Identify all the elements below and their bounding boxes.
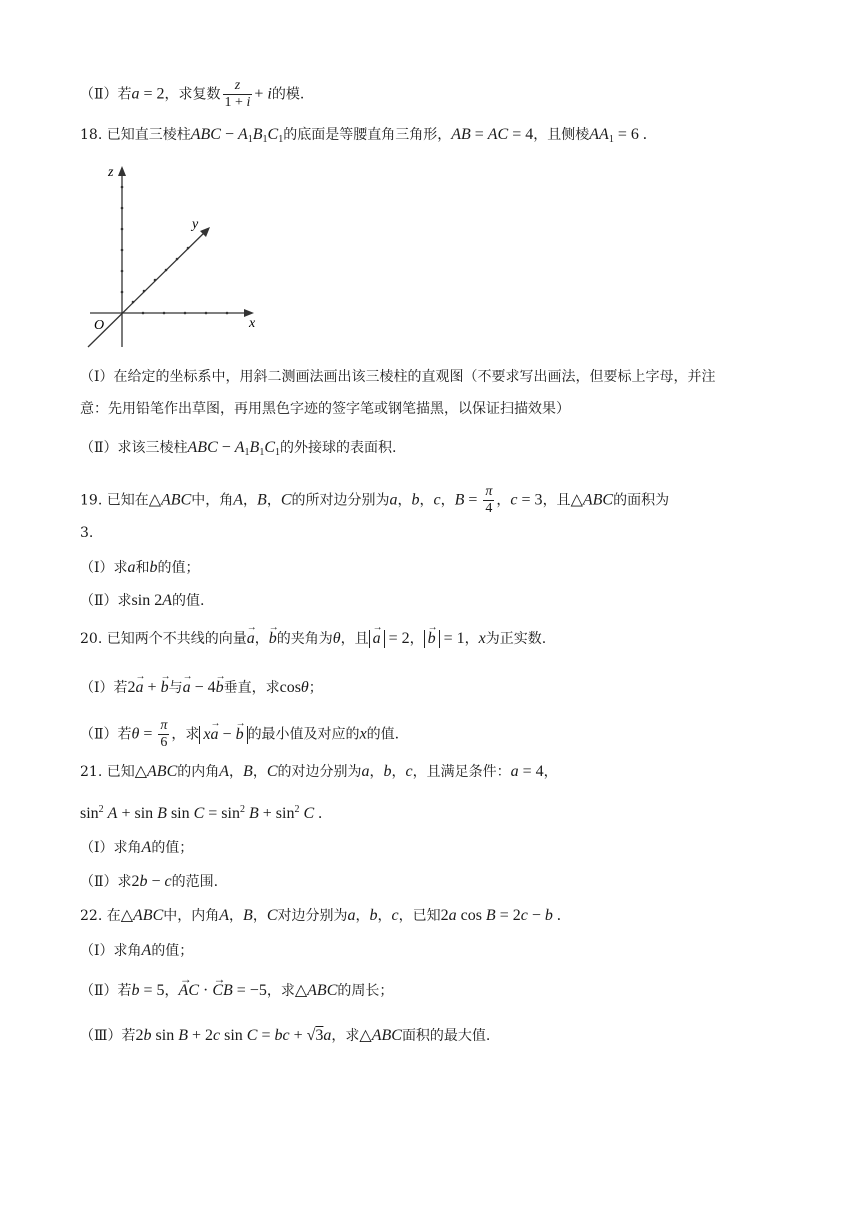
q21-equation: $\sin^2 A + \sin B$ $\sin C = \sin^2 B + \sin^2 C$ . [80,804,323,822]
q19-part2: （Ⅱ）求sin 2A的值. [80,592,205,609]
q20-stem: 20. 已知两个不共线的向量→ a，→ b的夹角为θ，且→ a = 2，→ b = 1，x为正实数. [80,629,546,649]
q18-stem: 18. 已知直三棱柱ABC − $A_1B_1C_1$的底面是等腰直角三角形，AB = AC = 4，且侧棱$AA_1 = 6$ . [80,126,647,145]
q21-part1: （Ⅰ）求角A的值； [80,839,194,856]
q21-part2: （Ⅱ）求2b − c的范围. [80,873,219,890]
q22-part3: （Ⅲ）若2b sin B + 2c sin C = bc + √3a，求△ABC面积的最大值. [80,1027,491,1044]
q20-part1: （Ⅰ）若2→ a + → b与→ a − 4→ b垂直，求cosθ； [80,678,323,698]
q18-part1-line1: （Ⅰ）在给定的坐标系中，用斜二测画法画出该三棱柱的直观图（不要求写出画法，但要标上字母，并注 [80,369,716,385]
q21-stem: 21. 已知△ABC的内角A，B，C的对边分别为a，b，c，且满足条件：a = 4， [80,763,558,780]
coordinate-system-figure [86,162,266,352]
q19-stem-tail: 3. [80,525,94,541]
q17-part2: （Ⅱ）若a = 2，求复数 $\frac{z}{1 + i}$ + i的模. [80,78,305,110]
q22-part2: （Ⅱ）若b = 5，→ AC · → CB = −5，求△ABC的周长； [80,981,393,1001]
q19-part1: （Ⅰ）求a和b的值； [80,559,200,576]
q22-stem: 22. 在△ABC中，内角A，B，C对边分别为a，b，c，已知2a cos B = 2c − b . [80,907,561,924]
q18-part1-line2: 意：先用铅笔作出草图，再用黑色字迹的签字笔或钢笔描黑，以保证扫描效果） [80,401,570,417]
z-arrow-icon [118,166,126,176]
q19-stem: 19. 已知在△ABC中，角A，B，C的所对边分别为a，b，c，B = $\frac{\pi}{4}$ ，c = 3，且△ABC的面积为 [80,484,670,516]
axis-y-label: y [192,217,199,232]
q22-part1: （Ⅰ）求角A的值； [80,942,194,959]
q20-part2: （Ⅱ）若θ = $\frac{\pi}{6}$ ，求 x→ a − → b 的最小值及对应的x的值. [80,718,399,751]
origin-label: O [94,318,105,333]
axis-x-label: x [249,316,256,331]
q18-part2: （Ⅱ）求该三棱柱ABC − $A_1B_1C_1$的外接球的表面积. [80,439,397,458]
axis-z-label: z [108,165,114,180]
